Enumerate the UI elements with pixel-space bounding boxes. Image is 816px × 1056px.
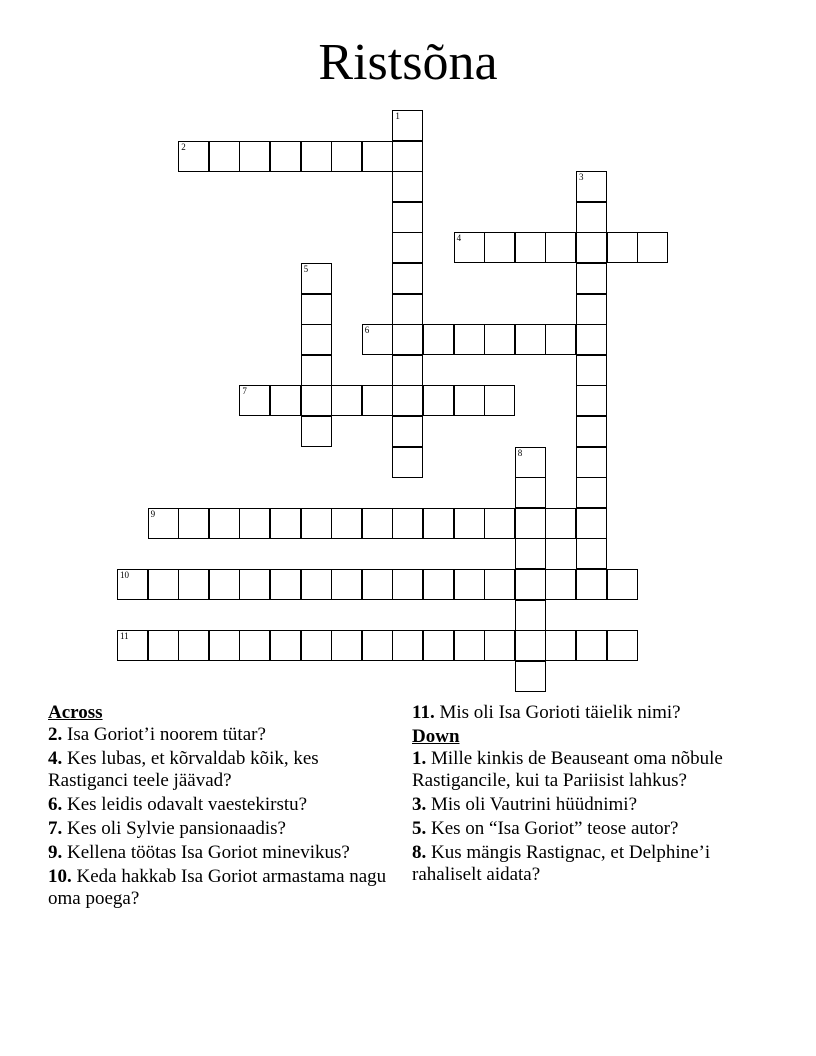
grid-cell[interactable] [362, 630, 393, 661]
across-clue [412, 702, 772, 724]
down-clue [412, 818, 772, 840]
grid-cell[interactable] [454, 569, 485, 600]
clues-left-column [48, 702, 388, 912]
grid-cell[interactable] [362, 569, 393, 600]
grid-cell[interactable] [392, 416, 423, 447]
grid-cell[interactable] [515, 447, 546, 478]
grid-cell[interactable] [301, 508, 332, 539]
grid-cell[interactable] [148, 630, 179, 661]
clue-number-label: 10. [48, 866, 72, 887]
page-title: Ristsõna [318, 34, 498, 91]
clue-number: 7 [242, 386, 247, 397]
grid-cell[interactable] [148, 569, 179, 600]
grid-cell[interactable] [362, 385, 393, 416]
grid-cell[interactable] [515, 630, 546, 661]
grid-cell[interactable] [607, 232, 638, 263]
clue-text: Kes on “Isa Goriot” teose autor? [426, 818, 679, 839]
grid-cell[interactable] [392, 385, 423, 416]
clue-number-label: 4. [48, 748, 63, 769]
grid-cell[interactable] [209, 508, 240, 539]
grid-cell[interactable] [209, 630, 240, 661]
grid-cell[interactable] [576, 355, 607, 386]
down-clue-list [412, 748, 772, 886]
grid-cell[interactable] [484, 324, 515, 355]
clue-number: 8 [517, 447, 523, 458]
grid-cell[interactable] [576, 447, 607, 478]
grid-cell[interactable] [545, 508, 576, 539]
grid-cell[interactable] [331, 141, 362, 172]
grid-cell[interactable] [576, 630, 607, 661]
grid-cell[interactable] [301, 385, 332, 416]
grid-cell[interactable] [484, 385, 515, 416]
grid-cell[interactable] [423, 569, 454, 600]
grid-cell[interactable] [607, 569, 638, 600]
grid-cell[interactable] [545, 630, 576, 661]
grid-cell[interactable] [637, 232, 668, 263]
grid-cell[interactable] [392, 232, 423, 263]
grid-cell[interactable] [576, 477, 607, 508]
grid-cell[interactable] [270, 630, 301, 661]
grid-cell[interactable] [392, 110, 423, 141]
grid-cell[interactable] [362, 141, 393, 172]
grid-cell[interactable] [392, 447, 423, 478]
grid-cell[interactable] [392, 569, 423, 600]
clues-right-column [412, 702, 772, 888]
grid-cell[interactable] [515, 232, 546, 263]
clue-text: Keda hakkab Isa Goriot armastama nagu oma poega? [48, 866, 387, 909]
grid-cell[interactable] [331, 630, 362, 661]
grid-cell[interactable] [270, 569, 301, 600]
grid-cell[interactable] [148, 508, 179, 539]
grid-cell[interactable] [392, 141, 423, 172]
grid-cell[interactable] [515, 569, 546, 600]
grid-cell[interactable] [301, 263, 332, 294]
grid-cell[interactable] [117, 569, 148, 600]
grid-cell[interactable] [454, 324, 485, 355]
grid-cell[interactable] [515, 477, 546, 508]
grid-cell[interactable] [301, 324, 332, 355]
grid-cell[interactable] [239, 569, 270, 600]
across-heading: Across [48, 702, 103, 723]
clue-number-label: 7. [48, 818, 63, 839]
grid-cell[interactable] [484, 630, 515, 661]
across-clue [48, 866, 388, 910]
grid-cell[interactable] [545, 232, 576, 263]
clue-number-label: 1. [412, 748, 427, 769]
grid-cell[interactable] [362, 324, 393, 355]
grid-cell[interactable] [454, 232, 485, 263]
grid-cell[interactable] [576, 171, 607, 202]
grid-cell[interactable] [454, 385, 485, 416]
grid-cell[interactable] [392, 508, 423, 539]
grid-cell[interactable] [392, 202, 423, 233]
grid-cell[interactable] [331, 508, 362, 539]
clue-number-label: 3. [412, 794, 427, 815]
down-heading: Down [412, 726, 460, 747]
grid-cell[interactable] [209, 569, 240, 600]
clue-number-label: 5. [412, 818, 427, 839]
grid-cell[interactable] [301, 294, 332, 325]
across-clue [48, 724, 388, 746]
clue-text: Kes leidis odavalt vaestekirstu? [62, 794, 308, 815]
clue-text: Kes lubas, et kõrvaldab kõik, kes Rastiganci teele jäävad? [48, 748, 319, 791]
grid-cell[interactable] [515, 661, 546, 692]
down-clue [412, 748, 772, 792]
grid-cell[interactable] [576, 202, 607, 233]
grid-cell[interactable] [239, 630, 270, 661]
grid-cell[interactable] [545, 324, 576, 355]
grid-cell[interactable] [239, 508, 270, 539]
clue-text: Mis oli Isa Gorioti täielik nimi? [434, 702, 681, 723]
grid-cell[interactable] [301, 569, 332, 600]
grid-cell[interactable] [178, 141, 209, 172]
clue-text: Kes oli Sylvie pansionaadis? [62, 818, 286, 839]
grid-cell[interactable] [239, 385, 270, 416]
grid-cell[interactable] [362, 508, 393, 539]
across-clue [48, 818, 388, 840]
grid-cell[interactable] [484, 569, 515, 600]
grid-cell[interactable] [484, 232, 515, 263]
grid-cell[interactable] [515, 538, 546, 569]
clue-number: 3 [579, 172, 584, 183]
clue-number-label: 11. [412, 702, 435, 723]
grid-cell[interactable] [392, 630, 423, 661]
grid-cell[interactable] [209, 141, 240, 172]
grid-cell[interactable] [392, 324, 423, 355]
clue-number: 5 [303, 264, 309, 274]
clue-number: 2 [181, 141, 186, 152]
grid-cell[interactable] [423, 630, 454, 661]
grid-cell[interactable] [392, 294, 423, 325]
grid-cell[interactable] [515, 508, 546, 539]
grid-cell[interactable] [270, 385, 301, 416]
grid-cell[interactable] [178, 569, 209, 600]
grid-cell[interactable] [515, 600, 546, 631]
clue-text: Mis oli Vautrini hüüdnimi? [426, 794, 638, 815]
grid-cell[interactable] [454, 508, 485, 539]
clue-number: 4 [456, 233, 462, 244]
across-clue [48, 794, 388, 816]
across-clue [48, 748, 388, 792]
clue-number-label: 9. [48, 842, 63, 863]
grid-cell[interactable] [423, 508, 454, 539]
grid-cell[interactable] [301, 630, 332, 661]
grid-cell[interactable] [117, 630, 148, 661]
grid-cell[interactable] [270, 141, 301, 172]
grid-cell[interactable] [576, 324, 607, 355]
grid-cell[interactable] [239, 141, 270, 172]
grid-cell[interactable] [484, 508, 515, 539]
grid-cell[interactable] [178, 508, 209, 539]
grid-cell[interactable] [576, 294, 607, 325]
grid-cell[interactable] [576, 263, 607, 294]
grid-cell[interactable] [392, 263, 423, 294]
grid-cell[interactable] [454, 630, 485, 661]
across-clue-list-continued [412, 702, 772, 724]
clue-number: 9 [150, 508, 156, 519]
grid-cell[interactable] [392, 171, 423, 202]
grid-cell[interactable] [331, 385, 362, 416]
clue-number-label: 6. [48, 794, 63, 815]
clue-number-label: 8. [412, 842, 427, 863]
across-clue [48, 842, 388, 864]
clue-number-label: 2. [48, 724, 63, 745]
grid-cell[interactable] [576, 538, 607, 569]
grid-cell[interactable] [576, 385, 607, 416]
clue-text: Mille kinkis de Beauseant oma nõbule Rastigancile, kui ta Pariisist lahkus? [412, 748, 723, 791]
grid-cell[interactable] [331, 569, 362, 600]
clue-number: 11 [120, 631, 129, 642]
grid-cell[interactable] [576, 508, 607, 539]
grid-cell[interactable] [515, 324, 546, 355]
grid-cell[interactable] [545, 569, 576, 600]
grid-cell[interactable] [423, 324, 454, 355]
clue-text: Isa Goriot’i noorem tütar? [62, 724, 266, 745]
grid-cell[interactable] [301, 141, 332, 172]
grid-cell[interactable] [576, 569, 607, 600]
clue-number: 6 [364, 325, 370, 336]
grid-cell[interactable] [392, 355, 423, 386]
grid-cell[interactable] [576, 232, 607, 263]
grid-cell[interactable] [576, 416, 607, 447]
down-clue [412, 794, 772, 816]
across-clue-list [48, 724, 388, 910]
clue-text: Kellena töötas Isa Goriot minevikus? [62, 842, 350, 863]
down-clue [412, 842, 772, 886]
grid-cell[interactable] [178, 630, 209, 661]
grid-cell[interactable] [301, 355, 332, 386]
clue-text: Kus mängis Rastignac, et Delphine’i rahaliselt aidata? [412, 842, 711, 885]
grid-cell[interactable] [423, 385, 454, 416]
grid-cell[interactable] [301, 416, 332, 447]
clue-number: 1 [395, 111, 400, 121]
grid-cell[interactable] [270, 508, 301, 539]
grid-cell[interactable] [607, 630, 638, 661]
clue-number: 10 [120, 570, 129, 580]
